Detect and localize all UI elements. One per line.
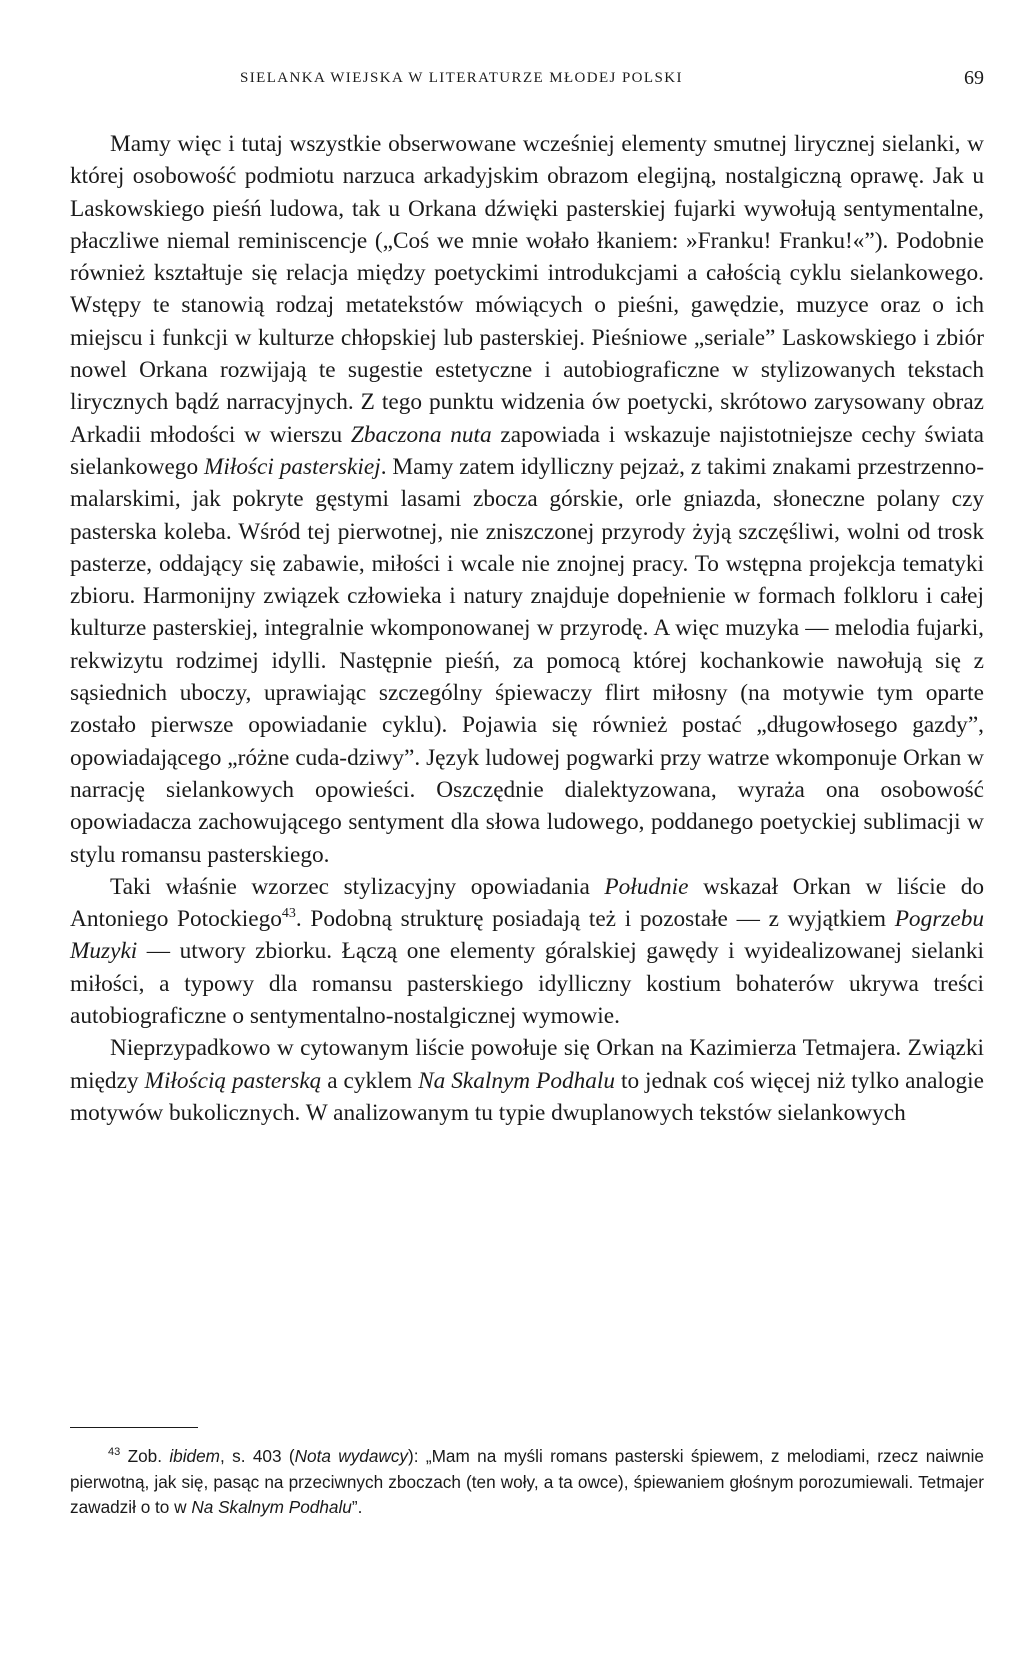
footnote-43: [70, 1444, 984, 1521]
footnote-reference[interactable]: 43: [281, 906, 296, 922]
italic-text: ibidem: [169, 1446, 220, 1466]
paragraph-3: [70, 1032, 984, 1129]
italic-title: Na Skalnym Podhalu: [418, 1067, 616, 1094]
text-run: ”.: [351, 1497, 363, 1517]
page-number: 69: [964, 67, 984, 89]
text-run: . Podobną strukturę posiadają też i pozostałe — z wyjątkiem: [295, 906, 895, 933]
italic-title: Pogrzebu Muzyki: [70, 906, 984, 965]
italic-title: Miłości pasterskiej: [203, 453, 381, 480]
italic-title: Południe: [604, 873, 689, 900]
text-run: , s. 403 (: [220, 1446, 295, 1466]
text-run: Taki właśnie wzorzec stylizacyjny opowiadania: [110, 873, 605, 900]
text-run: Nieprzypadkowo w cytowanym liście powołuje się Orkan na Kazimierza Tetmajera. Związki między: [70, 1035, 984, 1094]
italic-text: Nota wydawcy: [294, 1446, 409, 1466]
footnote-divider: [70, 1427, 198, 1428]
text-run: wskazał Orkan w liście do Antoniego Potockiego: [70, 873, 984, 933]
main-text: [70, 128, 984, 1129]
text-run: . Mamy zatem idylliczny pejzaż, z takimi znakami przestrzenno-malarskimi, jak pokryte gęstymi lasami zbocza górskie, orle gniazda, słoneczne polany czy pasterska koleba. Wśród tej pierwotnej, nie zniszczonej przyrody żyją szczęśliwi, wolni od trosk pasterze, oddający się zabawie, miłości i wcale nie znojnej pracy. To wstępna projekcja tematyki zbioru. Harmonijny związek człowieka i natury znajduje dopełnienie w formach folkloru i całej kulturze pasterskiej, integralnie wkomponowanej w przyrodę. A więc muzyka — melodia fujarki, rekwizytu rodzimej idylli. Następnie pieśń, za pomocą której kochankowie nawołują się z sąsiednich uboczy, uprawiając szczególny śpiewaczy flirt miłosny (na motywie tym oparte zostało pierwsze opowiadanie cyklu). Pojawia się również postać „długowłosego gazdy”, opowiadającego „różne cuda-dziwy”. Język ludowej pogwarki przy watrze wkomponuje Orkan w narrację sielankowych opowieści. Oszczędnie dialektyzowana, wyraża ona osobowość opowiadacza zachowującego sentyment dla słowa ludowego, poddanego poetyckiej sublimacji w stylu romansu pasterskiego.: [70, 453, 984, 868]
text-run: to jednak coś więcej niż tylko analogie motywów bukolicznych. W analizowanym tu typie dwuplanowych tekstów sielankowych: [70, 1067, 984, 1126]
text-run: a cyklem: [321, 1067, 419, 1094]
italic-title: Miłością pasterską: [144, 1067, 322, 1094]
running-title: SIELANKA WIEJSKA W LITERATURZE MŁODEJ POLSKI: [240, 70, 683, 86]
paragraph-2: [70, 871, 984, 1032]
paragraph-1: [70, 128, 984, 871]
text-run: zapowiada i wskazuje najistotniejsze cechy świata sielankowego: [70, 421, 984, 480]
text-run: Mamy więc i tutaj wszystkie obserwowane wcześniej elementy smutnej lirycznej sielanki, w której osobowość podmiotu narzuca arkadyjskim obrazom elegijną, nostalgiczną oprawę. Jak u Laskowskiego pieśń ludowa, tak u Orkana dźwięki pasterskiej fujarki wywołują sentymentalne, płaczliwe niemal reminiscencje („Coś we mnie wołało łkaniem: »Franku! Franku!«”). Podobnie również kształtuje się relacja między poetyckimi introdukcjami a całością cyklu sielankowego. Wstępy te stanowią rodzaj metatekstów mówiących o pieśni, gawędzie, muzyce oraz o ich miejscu i funkcji w kulturze chłopskiej lub pasterskiej. Pieśniowe „seriale” Laskowskiego i zbiór nowel Orkana rozwijają te sugestie estetyczne i autobiograficzne w stylizowanych tekstach lirycznych bądź narracyjnych. Z tego punktu widzenia ów poetycki, skrótowo zarysowany obraz Arkadii młodości w wierszu: [70, 131, 984, 448]
text-run: — utwory zbiorku. Łączą one elementy góralskiej gawędy i wyidealizowanej sielanki miłości, a typowy dla romansu pasterskiego idylliczny kostium bohaterów ukrywa treści autobiograficzne o sentymentalno-nostalgicznej wymowie.: [70, 938, 984, 1030]
footnote-marker: 43: [108, 1446, 121, 1458]
italic-title: Na Skalnym Podhalu: [191, 1497, 352, 1517]
text-run: Zob.: [120, 1446, 170, 1466]
italic-title: Zbaczona nuta: [350, 421, 492, 448]
text-run: ): „Mam na myśli romans pasterski śpiewem, z melodiami, rzecz naiwnie pierwotną, jak się, pasąc na przeciwnych zboczach (ten woły, a ta owce), śpiewaniem głośnym porozumiewali. Tetmajer zawadził o to w: [70, 1446, 984, 1517]
